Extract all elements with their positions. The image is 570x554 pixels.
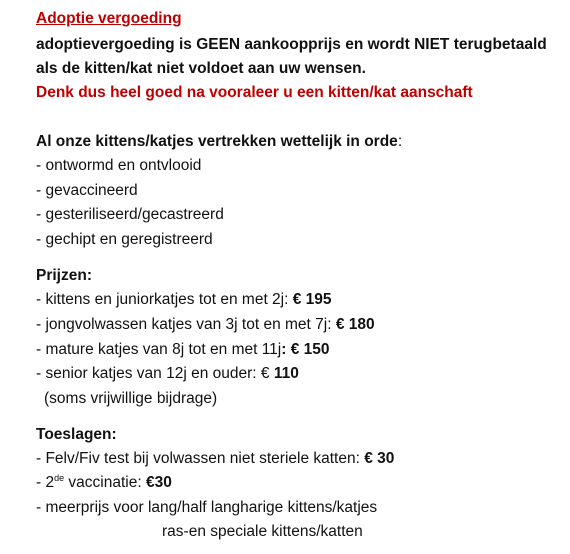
prices-title: Prijzen:	[36, 267, 92, 284]
surcharge-label: vaccinatie:	[64, 474, 146, 491]
price-value: € 150	[290, 341, 330, 358]
departure-item-vaccinated: - gevaccineerd	[36, 182, 138, 199]
surcharge-label: - Felv/Fiv test bij volwassen niet steriele katten:	[36, 450, 365, 467]
departure-title-colon: :	[397, 133, 403, 150]
surcharge-value: € 30	[364, 450, 395, 467]
intro-warning: Denk dus heel goed na vooraleer u een kitten/kat aanschaft	[36, 84, 473, 101]
intro-line-2: als de kitten/kat niet voldoet aan uw wensen.	[36, 60, 366, 77]
departure-item-sterilized: - gesteriliseerd/gecastreerd	[36, 206, 224, 223]
surcharge-longhair: - meerprijs voor lang/half langharige kittens/katjes	[36, 499, 378, 516]
price-label: - senior katjes van 12j en ouder: €	[36, 365, 274, 382]
intro-line-1: adoptievergoeding is GEEN aankoopprijs en wordt NIET terugbetaald	[36, 36, 547, 53]
price-label: - jongvolwassen katjes van 3j tot en met 7j:	[36, 316, 336, 333]
heading-adoption-fee: Adoptie vergoeding	[36, 10, 182, 27]
price-item-kittens	[36, 290, 332, 310]
price-note: (soms vrijwillige bijdrage)	[44, 390, 218, 407]
surcharge-second-vaccination	[36, 473, 172, 493]
price-item-young-adult	[36, 315, 375, 335]
price-label: - kittens en juniorkatjes tot en met 2j:	[36, 291, 293, 308]
departure-item-chipped: - gechipt en geregistreerd	[36, 231, 213, 248]
price-value: € 180	[335, 316, 375, 333]
surcharge-value: €30	[145, 474, 172, 491]
surcharge-superscript: de	[54, 473, 65, 483]
price-label: - mature katjes van 8j tot en met 11j	[36, 341, 282, 358]
price-value: € 195	[292, 291, 332, 308]
surcharge-breed: ras-en speciale kittens/katten	[162, 523, 363, 540]
price-item-senior	[36, 364, 299, 384]
surcharges-title: Toeslagen:	[36, 426, 117, 443]
departure-title	[36, 132, 402, 152]
price-item-mature	[36, 340, 330, 360]
surcharge-prefix: - 2	[36, 474, 55, 491]
surcharge-felv-test	[36, 449, 394, 469]
price-colon: :	[281, 341, 291, 358]
departure-item-dewormed: - ontwormd en ontvlooid	[36, 157, 202, 174]
price-value: 110	[273, 365, 299, 382]
departure-title-text: Al onze kittens/katjes vertrekken wettelijk in orde	[36, 133, 398, 150]
